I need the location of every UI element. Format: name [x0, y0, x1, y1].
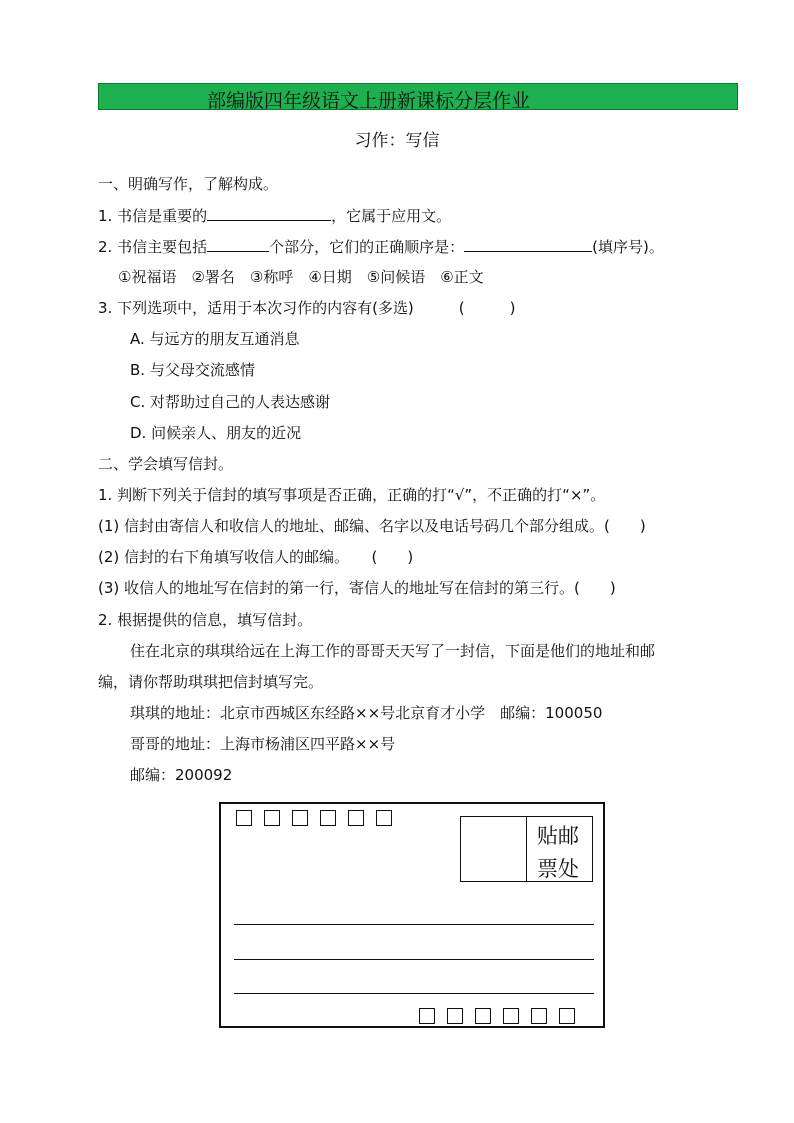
postcode-box[interactable]: [503, 1008, 519, 1024]
postcode-box[interactable]: [419, 1008, 435, 1024]
q1-suffix: ，它属于应用文。: [331, 207, 452, 225]
q2-options: ①祝福语 ②署名 ③称呼 ④日期 ⑤问候语 ⑥正文: [118, 268, 484, 286]
answer-blank[interactable]: [207, 205, 331, 221]
envelope: [219, 802, 605, 1028]
address-line[interactable]: [234, 924, 594, 925]
q2-suffix: (填序号)。: [592, 238, 664, 256]
question-1-3: 3. 下列选项中，适用于本次习作的内容有(多选) ( ): [98, 299, 516, 317]
address-line[interactable]: [234, 959, 594, 960]
q1-prefix: 1. 书信是重要的: [98, 207, 208, 225]
page-title: 部编版四年级语文上册新课标分层作业: [207, 90, 531, 112]
stamp-area: [460, 816, 593, 882]
answer-blank[interactable]: [207, 236, 269, 252]
postcode-box[interactable]: [264, 810, 280, 826]
answer-blank[interactable]: [464, 236, 592, 252]
postcode-box[interactable]: [447, 1008, 463, 1024]
question-1-2: [98, 236, 664, 256]
question-2-2: 2. 根据提供的信息，填写信封。: [98, 611, 313, 629]
postcode-box[interactable]: [376, 810, 392, 826]
judge-item-1: (1) 信封由寄信人和收信人的地址、邮编、名字以及电话号码几个部分组成。( ): [98, 517, 646, 535]
address-line[interactable]: [234, 993, 594, 994]
passage-line-1: 住在北京的琪琪给远在上海工作的哥哥天天写了一封信，下面是他们的地址和邮: [130, 642, 656, 660]
option-a: A. 与远方的朋友互通消息: [130, 330, 300, 348]
info-sender: 琪琪的地址：北京市西城区东经路××号北京育才小学 邮编：100050: [130, 704, 603, 722]
option-b: B. 与父母交流感情: [130, 361, 255, 379]
page-subtitle: 习作：写信: [354, 131, 440, 151]
title-banner: [98, 83, 738, 110]
judge-item-3: (3) 收信人的地址写在信封的第一行，寄信人的地址写在信封的第三行。( ): [98, 579, 616, 597]
question-2-1: 1. 判断下列关于信封的填写事项是否正确，正确的打“√”，不正确的打“×”。: [98, 486, 606, 504]
section2-heading: 二、学会填写信封。: [98, 455, 234, 473]
postcode-box[interactable]: [292, 810, 308, 826]
postcode-box[interactable]: [320, 810, 336, 826]
question-1-1: [98, 205, 451, 225]
option-d: D. 问候亲人、朋友的近况: [130, 424, 302, 442]
passage-line-2: 编，请你帮助琪琪把信封填写完。: [98, 673, 324, 691]
q2-middle: 个部分，它们的正确顺序是：: [269, 238, 465, 256]
stamp-divider: [526, 817, 527, 881]
info-receiver: 哥哥的地址：上海市杨浦区四平路××号: [130, 735, 396, 753]
option-c: C. 对帮助过自己的人表达感谢: [130, 393, 331, 411]
judge-item-2: (2) 信封的右下角填写收信人的邮编。 ( ): [98, 548, 414, 566]
postcode-box[interactable]: [531, 1008, 547, 1024]
postcode-box[interactable]: [236, 810, 252, 826]
postcode-box[interactable]: [475, 1008, 491, 1024]
postcode-box[interactable]: [348, 810, 364, 826]
postcode-box[interactable]: [559, 1008, 575, 1024]
q2-prefix: 2. 书信主要包括: [98, 238, 208, 256]
section1-heading: 一、明确写作，了解构成。: [98, 175, 279, 193]
stamp-label-line2: 票处: [537, 857, 579, 881]
info-receiver-postcode: 邮编：200092: [130, 766, 233, 784]
stamp-label-line1: 贴邮: [537, 824, 579, 848]
